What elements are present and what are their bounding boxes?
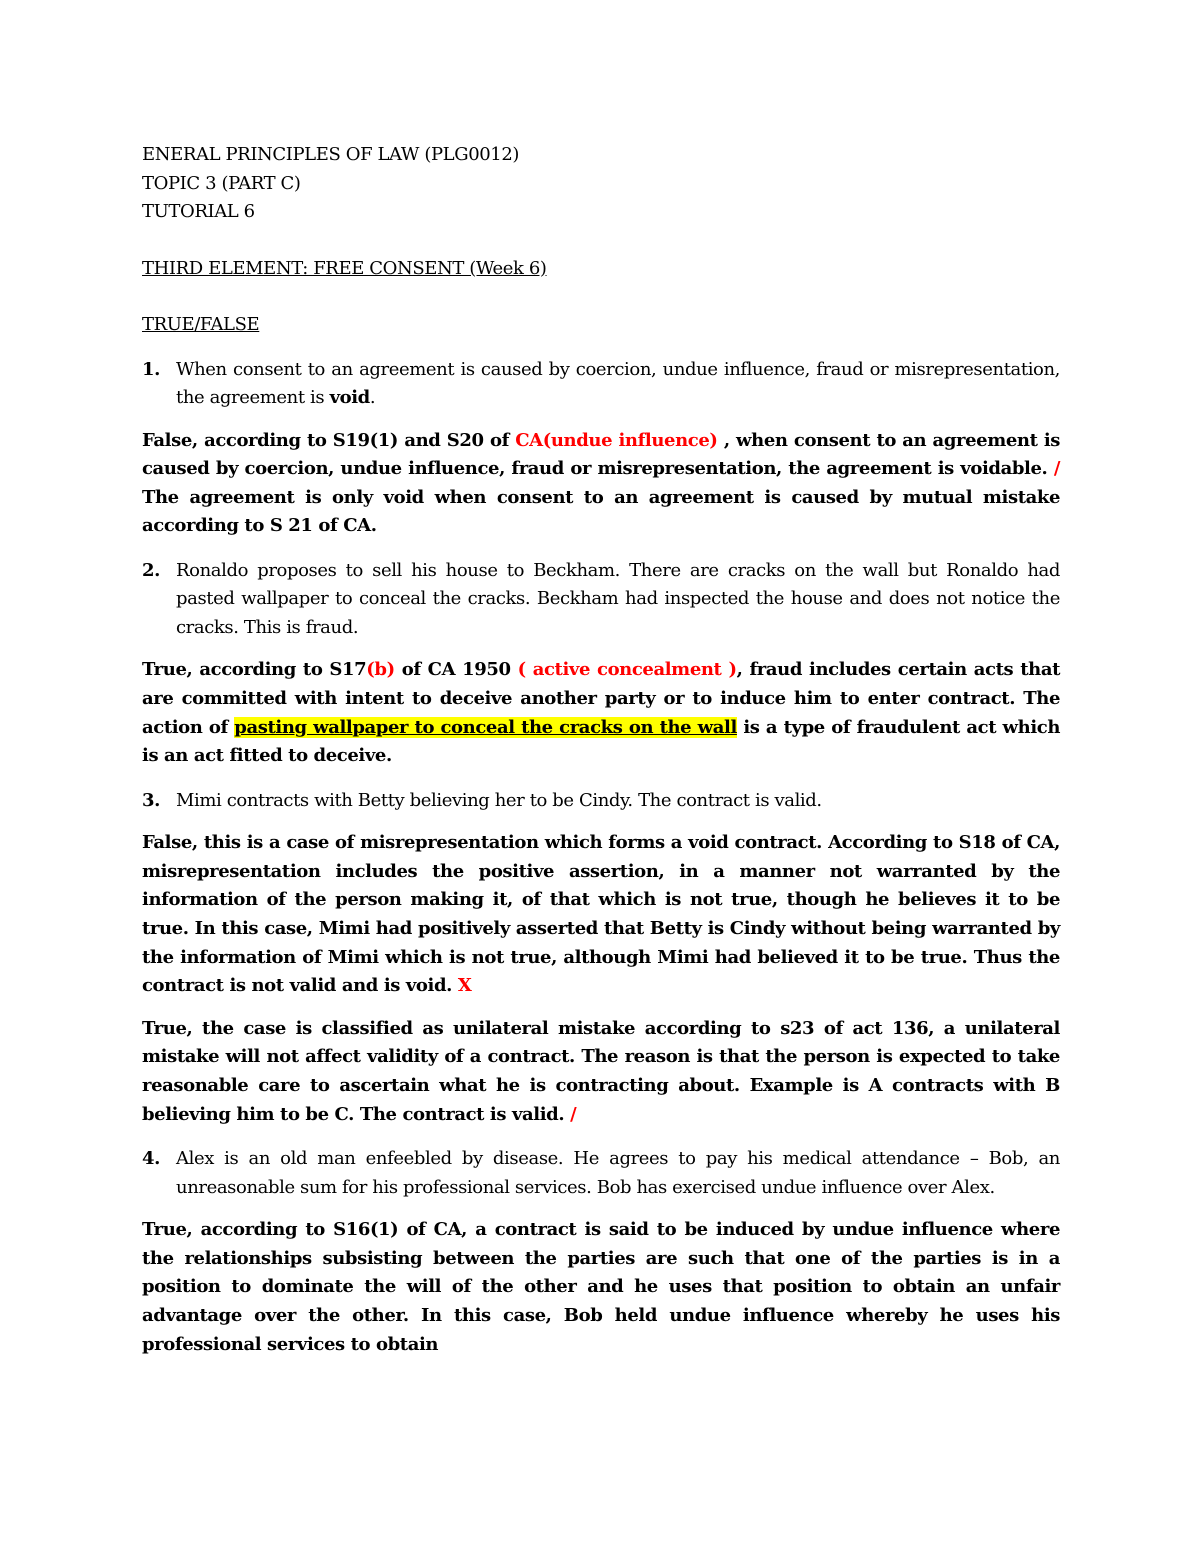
- question-1: [142, 356, 1060, 413]
- subsection-heading: TRUE/FALSE: [142, 314, 260, 335]
- course-title: ENERAL PRINCIPLES OF LAW (PLG0012): [142, 144, 520, 165]
- answer-1: False, according to S19(1) and S20 of CA(undue influence) , when consent to an agreement is caused by coercion, undue influence, fraud or misrepresentation, the agreement is voidable. / The agreement is only void when consent to an agreement is caused by mutual mistake according to S 21 of CA.: [142, 429, 1060, 537]
- grading-mark: /: [1053, 458, 1060, 480]
- topic-label: TOPIC 3 (PART C): [142, 172, 301, 194]
- answer-3-first: False, this is a case of misrepresentation which forms a void contract. According to S18 of CA, misrepresentation includes the positive assertion, in a manner not warranted by the information of the person making it, of that which is not true, though he believes it to be true. In this case, Mimi had positively asserted that Betty is Cindy without being warranted by the information of Mimi which is not true, although Mimi had believed it to be true. Thus the contract is not valid and is void. X: [142, 832, 1060, 997]
- question-number: 2.: [142, 559, 160, 581]
- question-number: 1.: [142, 358, 160, 380]
- answer-2: True, according to S17(b) of CA 1950 ( active concealment ), fraud includes certain acts that are committed with intent to deceive another party or to induce him to enter contract. The action of pasting wallpaper to conceal the cracks on the wall is a type of fraudulent act which is an act fitted to deceive.: [142, 659, 1061, 767]
- question-3: [142, 787, 1060, 816]
- answer-4: True, according to S16(1) of CA, a contract is said to be induced by undue influence where the relationships subsisting between the parties are such that one of the parties is in a position to dominate the will of the other and he uses that position to obtain an unfair advantage over the other. In this case, Bob held undue influence whereby he uses his professional services to obtain: [142, 1219, 1060, 1355]
- question-text: Mimi contracts with Betty believing her to be Cindy. The contract is valid.: [176, 789, 822, 811]
- question-text: Ronaldo proposes to sell his house to Beckham. There are cracks on the wall but Ronaldo had pasted wallpaper to conceal the cracks. Beckham had inspected the house and does not notice the cracks. This is fraud.: [176, 559, 1060, 638]
- grading-mark: /: [570, 1103, 577, 1125]
- grading-mark: X: [457, 975, 472, 997]
- section-heading: THIRD ELEMENT: FREE CONSENT (Week 6): [142, 257, 547, 279]
- question-number: 4.: [142, 1148, 160, 1170]
- red-annotation: CA(undue influence): [515, 429, 718, 451]
- tutorial-label: TUTORIAL 6: [142, 201, 255, 222]
- highlighted-text: pasting wallpaper to conceal the cracks on the wall: [234, 716, 737, 738]
- question-2: [142, 557, 1060, 643]
- answer-3-second: True, the case is classified as unilateral mistake according to s23 of act 136, a unilateral mistake will not affect validity of a contract. The reason is that the person is expected to take reasonable care to ascertain what he is contracting about. Example is A contracts with B believing him to be C. The contract is valid. /: [142, 1017, 1060, 1125]
- red-annotation: ( active concealment ): [517, 659, 737, 681]
- question-number: 3.: [142, 789, 160, 811]
- question-4: [142, 1145, 1060, 1202]
- question-text: Alex is an old man enfeebled by disease. He agrees to pay his medical attendance – Bob, an unreasonable sum for his professional services. Bob has exercised undue influence over Alex.: [176, 1148, 1060, 1198]
- document-content: [142, 141, 1060, 1359]
- red-annotation: (b): [366, 659, 395, 681]
- question-text: When consent to an agreement is caused by coercion, undue influence, fraud or misrepresentation, the agreement is void.: [176, 358, 1060, 408]
